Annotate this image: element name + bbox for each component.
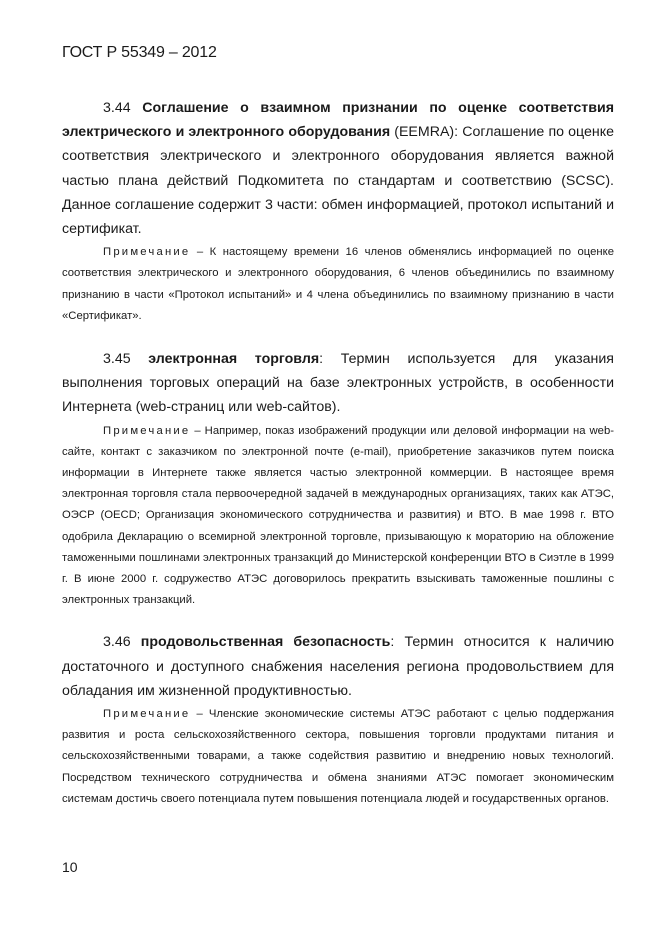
note-3-46 <box>62 704 614 810</box>
note-label: Примечание <box>103 246 191 259</box>
definition-3-45 <box>62 347 614 420</box>
note-text: – Членские экономические системы АТЭС работают с целью поддержания развития и роста сельскохозяйственного сектора, повышения торговли продуктами питания и сельскохозяйственными товарами, а также содействия развитию и внедрению новых технологий. Посредством технического сотрудничества и обмена знаниями АТЭС помогает экономическим системам достичь своего потенциала путем повышения потенциала людей и государственных органов. <box>62 708 614 805</box>
note-3-44 <box>62 242 614 327</box>
note-label: Примечание <box>103 708 191 721</box>
term: Соглашение о взаимном признании по оценке соответствия электрического и электронного оборудования <box>62 100 614 141</box>
page-number: 10 <box>62 859 78 875</box>
term: продовольственная безопасность <box>140 634 391 651</box>
definition-text: : Термин используется для указания выполнения торговых операций на базе электронных устройств, в особенности Интернета (web-страниц или web-сайтов). <box>62 351 614 416</box>
term: электронная торговля <box>148 351 320 368</box>
definition-text: (EEMRA): Соглашение по оценке соответствия электрического и электронного оборудования является важной частью плана действий Подкомитета по стандартам и соответствию (SCSC). Данное соглашение содержит 3 части: обмен информацией, протокол испытаний и сертификат. <box>62 124 614 238</box>
note-3-45 <box>62 421 614 612</box>
section-number: 3.46 <box>103 634 131 651</box>
definition-3-44 <box>62 96 614 241</box>
section-number: 3.44 <box>103 100 131 116</box>
note-text: – Например, показ изображений продукции или деловой информации на web-сайте, контакт с заказчиком по электронной почте (e-mail), приобретение заказчиков путем поиска информации в Интернете также является частью электронной коммерции. В настоящее время электронная торговля стала первоочередной задачей в международных организациях, таких как АТЭС, ОЭСР (OECD; Организация экономического сотрудничества и развития) и ВТО. В мае 1998 г. ВТО одобрила Декларацию о всемирной электронной торговле, призывающую к мораторию на обложение таможенными пошлинами электронных транзакций до Министерской конференции ВТО в Сиэтле в 1999 г. В июне 2000 г. содружество АТЭС договорилось прекратить взыскивать таможенные пошлины с электронных транзакций. <box>62 424 614 607</box>
document-header: ГОСТ Р 55349 – 2012 <box>62 44 217 61</box>
definition-3-46 <box>62 630 614 703</box>
document-body <box>62 96 614 810</box>
definition-text: : Термин относится к наличию достаточного и доступного снабжения населения региона продовольствием для обладания им жизненной продуктивностью. <box>62 634 614 699</box>
note-text: – К настоящему времени 16 членов обменялись информацией по оценке соответствия электрического и электронного оборудования, 6 членов объединились по взаимному признанию в части «Протокол испытаний» и 4 члена объединились по взаимному признанию в части «Сертификат». <box>62 246 614 322</box>
note-label: Примечание <box>103 424 191 437</box>
section-number: 3.45 <box>103 351 131 368</box>
